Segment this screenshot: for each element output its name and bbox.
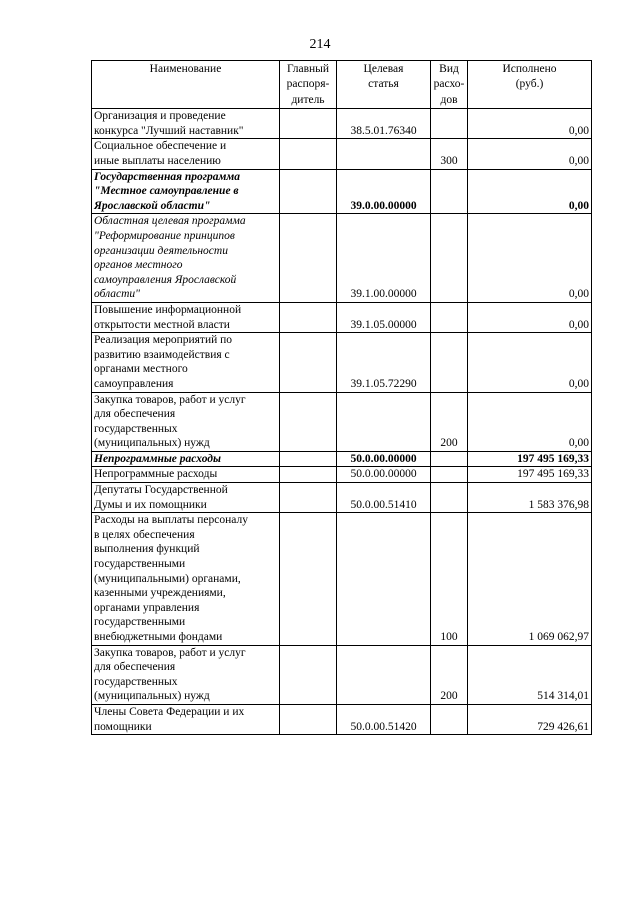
table-row [92,451,592,467]
row-amount: 0,00 [468,109,592,139]
row-expense-kind [431,302,468,332]
row-name: Закупка товаров, работ и услуг для обеспечения государственных (муниципальных) нужд [92,392,280,451]
row-amount: 197 495 169,33 [468,467,592,483]
row-main-manager [280,302,337,332]
row-name: Организация и проведение конкурса "Лучший наставник" [92,109,280,139]
table-header-row [92,61,592,109]
row-target-article [337,139,431,169]
table-row [92,139,592,169]
table-row [92,467,592,483]
row-amount: 0,00 [468,302,592,332]
header-executed-amount: Исполнено (руб.) [468,61,592,109]
row-name: Непрограммные расходы [92,451,280,467]
row-amount: 197 495 169,33 [468,451,592,467]
row-name: Члены Совета Федерации и их помощники [92,704,280,734]
row-name: Непрограммные расходы [92,467,280,483]
row-target-article [337,645,431,704]
row-target-article: 39.0.00.00000 [337,169,431,214]
row-amount: 0,00 [468,214,592,303]
row-target-article: 39.1.05.72290 [337,333,431,392]
row-expense-kind [431,214,468,303]
row-amount: 729 426,61 [468,704,592,734]
row-expense-kind [431,333,468,392]
row-target-article: 50.0.00.51410 [337,483,431,513]
row-target-article: 50.0.00.51420 [337,704,431,734]
row-expense-kind [431,467,468,483]
row-main-manager [280,467,337,483]
table-row [92,214,592,303]
row-amount: 0,00 [468,169,592,214]
table-row [92,302,592,332]
table-row [92,333,592,392]
row-name: Повышение информационной открытости местной власти [92,302,280,332]
row-main-manager [280,483,337,513]
table-row [92,483,592,513]
header-target-article: Целевая статья [337,61,431,109]
row-main-manager [280,169,337,214]
row-expense-kind [431,109,468,139]
row-amount: 514 314,01 [468,645,592,704]
table-row [92,169,592,214]
row-name: Социальное обеспечение и иные выплаты населению [92,139,280,169]
row-amount: 0,00 [468,392,592,451]
row-main-manager [280,109,337,139]
row-amount: 1 069 062,97 [468,513,592,645]
row-expense-kind [431,451,468,467]
table-row [92,704,592,734]
table-row [92,392,592,451]
row-target-article: 50.0.00.00000 [337,467,431,483]
row-main-manager [280,513,337,645]
table-row [92,645,592,704]
table-row [92,109,592,139]
header-main-manager: Главный распоря- дитель [280,61,337,109]
row-amount: 0,00 [468,333,592,392]
row-target-article: 50.0.00.00000 [337,451,431,467]
page-number: 214 [309,37,331,52]
row-main-manager [280,704,337,734]
row-main-manager [280,333,337,392]
row-expense-kind: 300 [431,139,468,169]
row-name: Областная целевая программа "Реформирование принципов организации деятельности органов местного самоуправления Ярославской области" [92,214,280,303]
row-name: Реализация мероприятий по развитию взаимодействия с органами местного самоуправления [92,333,280,392]
row-expense-kind: 200 [431,645,468,704]
row-main-manager [280,392,337,451]
row-name: Депутаты Государственной Думы и их помощники [92,483,280,513]
row-main-manager [280,214,337,303]
row-expense-kind [431,169,468,214]
row-name: Закупка товаров, работ и услуг для обеспечения государственных (муниципальных) нужд [92,645,280,704]
row-main-manager [280,139,337,169]
row-expense-kind: 200 [431,392,468,451]
row-name: Государственная программа "Местное самоуправление в Ярославской области" [92,169,280,214]
row-main-manager [280,451,337,467]
row-name: Расходы на выплаты персоналу в целях обеспечения выполнения функций государственными (муниципальными) органами, казенными учреждениями, органами управления государственными внебюджетными фондами [92,513,280,645]
row-amount: 0,00 [468,139,592,169]
header-name: Наименование [92,61,280,109]
row-expense-kind: 100 [431,513,468,645]
row-target-article: 39.1.05.00000 [337,302,431,332]
table-row [92,513,592,645]
row-expense-kind [431,483,468,513]
header-expense-kind: Вид расхо- дов [431,61,468,109]
row-amount: 1 583 376,98 [468,483,592,513]
row-target-article [337,392,431,451]
row-expense-kind [431,704,468,734]
row-target-article: 39.1.00.00000 [337,214,431,303]
budget-table [91,60,592,735]
row-target-article [337,513,431,645]
row-target-article: 38.5.01.76340 [337,109,431,139]
row-main-manager [280,645,337,704]
